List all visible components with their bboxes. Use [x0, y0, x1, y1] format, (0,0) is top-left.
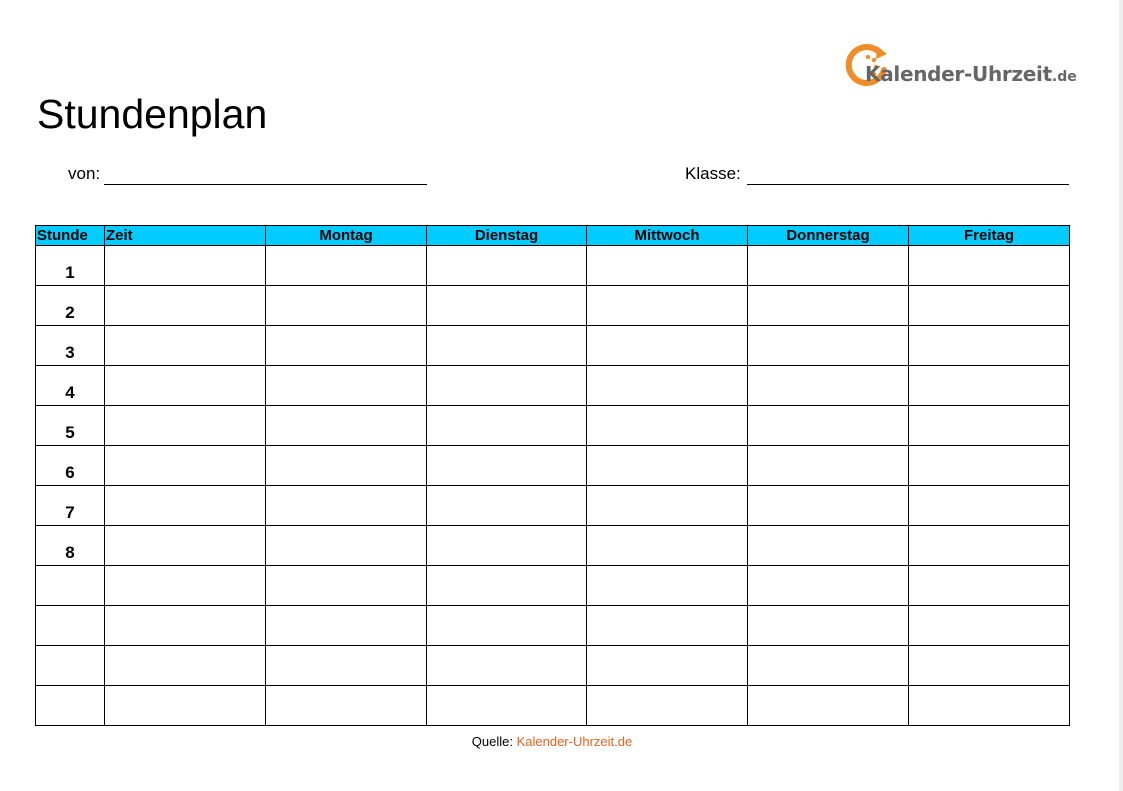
cell-montag[interactable] — [266, 646, 427, 686]
cell-dienstag[interactable] — [427, 246, 587, 286]
cell-donnerstag[interactable] — [748, 526, 909, 566]
cell-dienstag[interactable] — [427, 526, 587, 566]
table-row — [36, 646, 1070, 686]
cell-zeit[interactable] — [105, 566, 266, 606]
lesson-number-cell: 1 — [36, 246, 105, 286]
table-row — [36, 606, 1070, 646]
lesson-number-cell — [36, 686, 105, 726]
cell-freitag[interactable] — [909, 326, 1070, 366]
logo-text — [865, 62, 1077, 89]
header-row — [36, 226, 1070, 246]
cell-mittwoch[interactable] — [587, 606, 748, 646]
cell-montag[interactable] — [266, 406, 427, 446]
cell-dienstag[interactable] — [427, 686, 587, 726]
cell-dienstag[interactable] — [427, 366, 587, 406]
cell-freitag[interactable] — [909, 366, 1070, 406]
cell-donnerstag[interactable] — [748, 446, 909, 486]
cell-dienstag[interactable] — [427, 486, 587, 526]
cell-mittwoch[interactable] — [587, 526, 748, 566]
cell-montag[interactable] — [266, 526, 427, 566]
header-donnerstag: Donnerstag — [748, 226, 909, 246]
cell-dienstag[interactable] — [427, 406, 587, 446]
cell-mittwoch[interactable] — [587, 486, 748, 526]
table-row — [36, 446, 1070, 486]
cell-donnerstag[interactable] — [748, 326, 909, 366]
cell-montag[interactable] — [266, 566, 427, 606]
cell-donnerstag[interactable] — [748, 486, 909, 526]
cell-montag[interactable] — [266, 286, 427, 326]
cell-montag[interactable] — [266, 606, 427, 646]
header-mittwoch: Mittwoch — [587, 226, 748, 246]
cell-donnerstag[interactable] — [748, 606, 909, 646]
klasse-field — [685, 163, 741, 185]
cell-donnerstag[interactable] — [748, 646, 909, 686]
lesson-number-cell: 8 — [36, 526, 105, 566]
cell-donnerstag[interactable] — [748, 246, 909, 286]
cell-montag[interactable] — [266, 326, 427, 366]
lesson-number-cell: 6 — [36, 446, 105, 486]
source-note — [0, 734, 1104, 750]
table-row — [36, 406, 1070, 446]
header-freitag: Freitag — [909, 226, 1070, 246]
cell-mittwoch[interactable] — [587, 246, 748, 286]
cell-freitag[interactable] — [909, 646, 1070, 686]
cell-mittwoch[interactable] — [587, 406, 748, 446]
cell-dienstag[interactable] — [427, 566, 587, 606]
cell-freitag[interactable] — [909, 286, 1070, 326]
source-link[interactable]: Kalender-Uhrzeit.de — [516, 734, 633, 749]
lesson-number-cell — [36, 646, 105, 686]
cell-freitag[interactable] — [909, 246, 1070, 286]
cell-donnerstag[interactable] — [748, 566, 909, 606]
lesson-number-cell — [36, 566, 105, 606]
page-edge — [1119, 0, 1123, 791]
header-dienstag: Dienstag — [427, 226, 587, 246]
cell-zeit[interactable] — [105, 526, 266, 566]
von-field — [68, 163, 100, 185]
cell-donnerstag[interactable] — [748, 286, 909, 326]
table-row — [36, 326, 1070, 366]
cell-mittwoch[interactable] — [587, 566, 748, 606]
cell-mittwoch[interactable] — [587, 686, 748, 726]
cell-montag[interactable] — [266, 366, 427, 406]
cell-dienstag[interactable] — [427, 286, 587, 326]
cell-freitag[interactable] — [909, 406, 1070, 446]
lesson-number-cell: 5 — [36, 406, 105, 446]
cell-zeit[interactable] — [105, 686, 266, 726]
logo-name: Kalender-Uhrzeit — [865, 62, 1052, 86]
logo[interactable] — [843, 40, 1077, 88]
von-input-line[interactable] — [104, 184, 427, 185]
cell-montag[interactable] — [266, 686, 427, 726]
cell-zeit[interactable] — [105, 406, 266, 446]
cell-zeit[interactable] — [105, 446, 266, 486]
von-label: von: — [68, 164, 101, 183]
cell-dienstag[interactable] — [427, 326, 587, 366]
lesson-number-cell: 3 — [36, 326, 105, 366]
lesson-number-cell — [36, 606, 105, 646]
cell-zeit[interactable] — [105, 366, 266, 406]
klasse-label: Klasse: — [685, 164, 741, 183]
cell-zeit[interactable] — [105, 646, 266, 686]
table-row — [36, 686, 1070, 726]
table-row — [36, 246, 1070, 286]
table-row — [36, 566, 1070, 606]
source-label: Quelle: — [471, 734, 513, 749]
lesson-number-cell: 2 — [36, 286, 105, 326]
header-montag: Montag — [266, 226, 427, 246]
cell-mittwoch[interactable] — [587, 446, 748, 486]
logo-tld: .de — [1051, 69, 1077, 85]
cell-zeit[interactable] — [105, 326, 266, 366]
cell-freitag[interactable] — [909, 526, 1070, 566]
cell-mittwoch[interactable] — [587, 366, 748, 406]
table-row — [36, 486, 1070, 526]
klasse-input-line[interactable] — [747, 184, 1069, 185]
page-title: Stundenplan — [37, 91, 268, 137]
table-row — [36, 526, 1070, 566]
cell-mittwoch[interactable] — [587, 326, 748, 366]
cell-zeit[interactable] — [105, 286, 266, 326]
cell-dienstag[interactable] — [427, 606, 587, 646]
cell-freitag[interactable] — [909, 486, 1070, 526]
cell-montag[interactable] — [266, 246, 427, 286]
cell-zeit[interactable] — [105, 606, 266, 646]
cell-freitag[interactable] — [909, 606, 1070, 646]
header-zeit: Zeit — [105, 226, 266, 246]
cell-donnerstag[interactable] — [748, 686, 909, 726]
cell-zeit[interactable] — [105, 246, 266, 286]
cell-freitag[interactable] — [909, 686, 1070, 726]
cell-mittwoch[interactable] — [587, 286, 748, 326]
lesson-number-cell: 7 — [36, 486, 105, 526]
table-row — [36, 286, 1070, 326]
cell-freitag[interactable] — [909, 566, 1070, 606]
cell-dienstag[interactable] — [427, 446, 587, 486]
cell-mittwoch[interactable] — [587, 646, 748, 686]
timetable — [35, 225, 1070, 726]
cell-montag[interactable] — [266, 446, 427, 486]
cell-freitag[interactable] — [909, 446, 1070, 486]
cell-donnerstag[interactable] — [748, 406, 909, 446]
table-row — [36, 366, 1070, 406]
cell-zeit[interactable] — [105, 486, 266, 526]
cell-montag[interactable] — [266, 486, 427, 526]
cell-donnerstag[interactable] — [748, 366, 909, 406]
header-stunde: Stunde — [36, 226, 105, 246]
lesson-number-cell: 4 — [36, 366, 105, 406]
cell-dienstag[interactable] — [427, 646, 587, 686]
